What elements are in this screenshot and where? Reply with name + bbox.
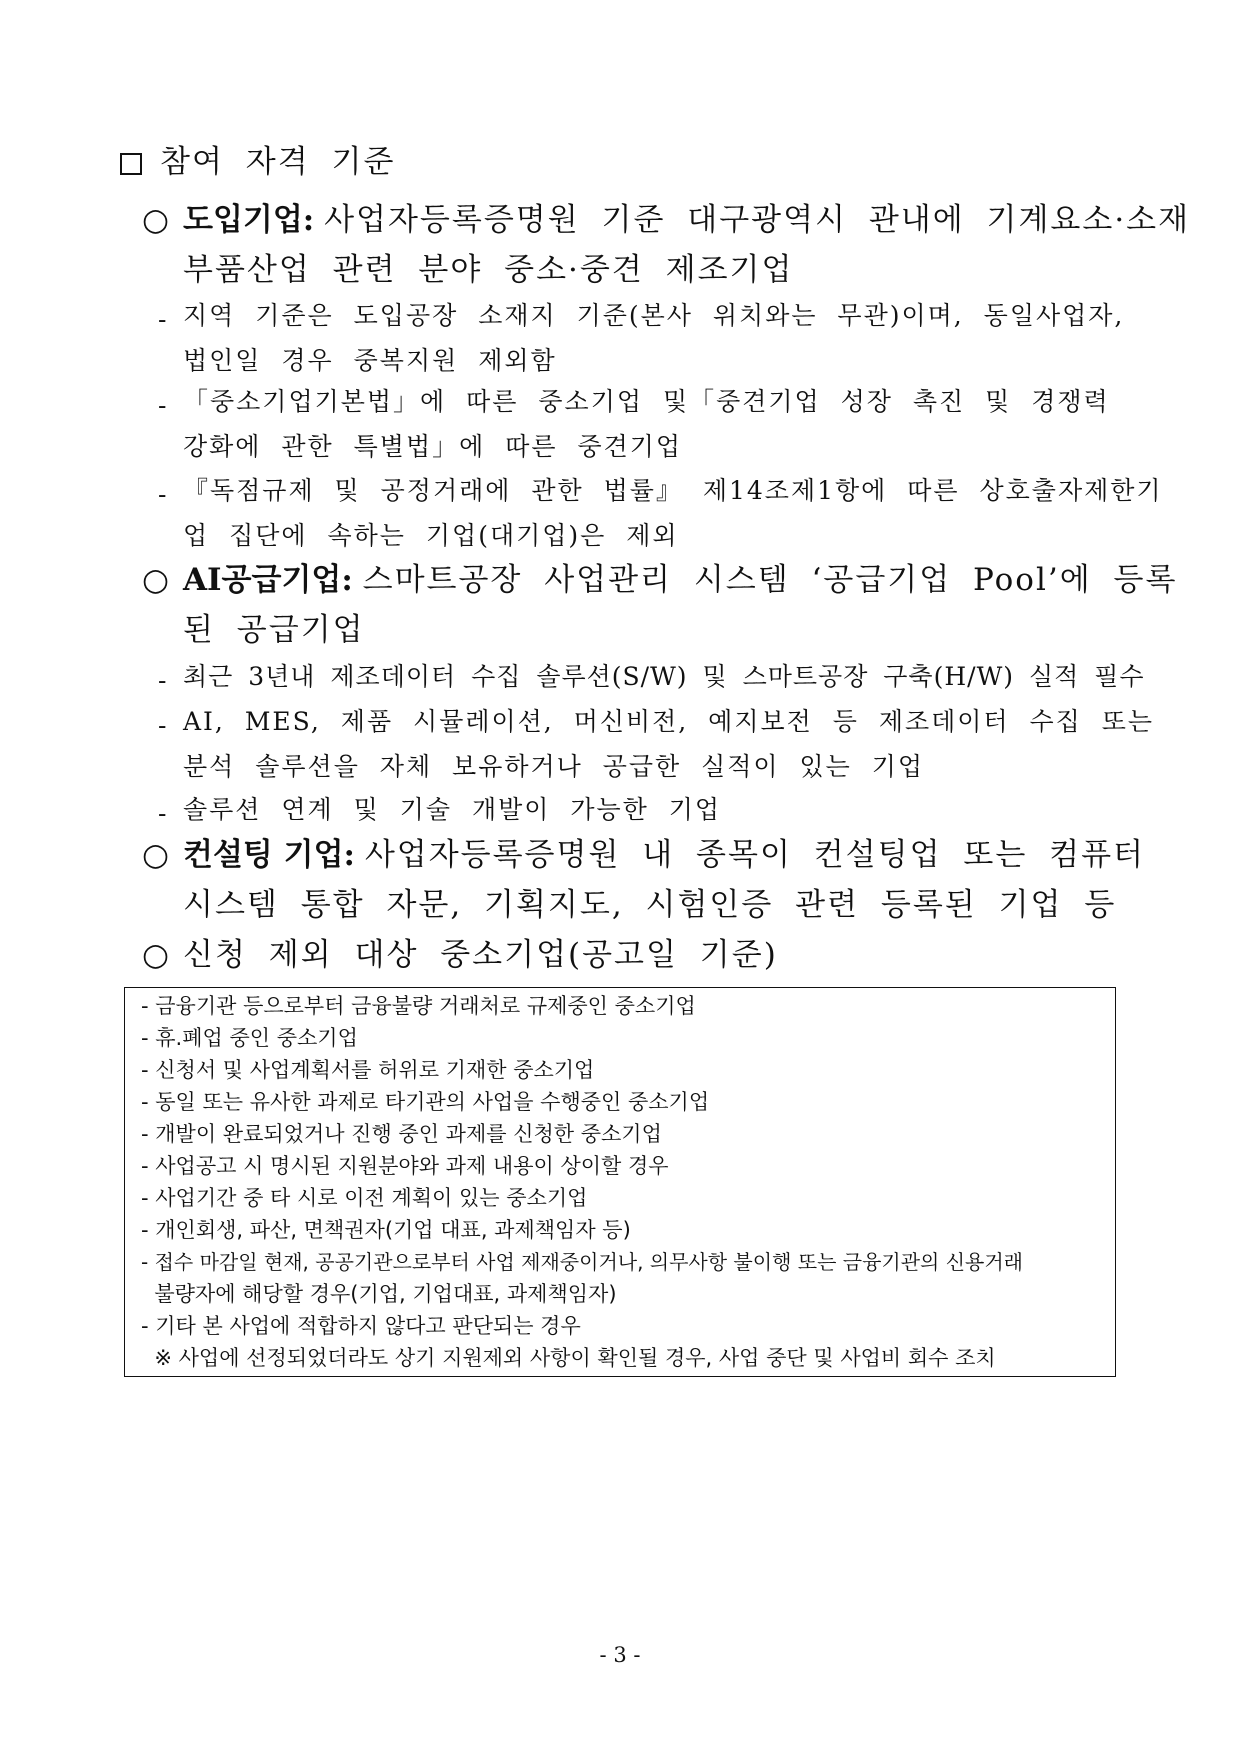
- exclusion-item: - 동일 또는 유사한 과제로 타기관의 사업을 수행중인 중소기업: [141, 1090, 710, 1114]
- sub-item-text: 지역 기준은 도입공장 소재지 기준(본사 위치와는 무관)이며, 동일사업자,: [183, 301, 1125, 330]
- bullet-circle-icon: ○: [142, 202, 170, 238]
- bullet-circle-icon: ○: [142, 937, 170, 973]
- sub-item-text: 솔루션 연계 및 기술 개발이 가능한 기업: [183, 795, 722, 824]
- sub-item-text-continued: 분석 솔루션을 자체 보유하거나 공급한 실적이 있는 기업: [183, 752, 925, 781]
- sub-bullet: -: [158, 799, 167, 828]
- bullet-circle-icon: ○: [142, 562, 170, 598]
- exclusion-item: - 사업공고 시 명시된 지원분야와 과제 내용이 상이할 경우: [141, 1154, 669, 1178]
- exclusion-item: - 개인회생, 파산, 면책권자(기업 대표, 과제책임자 등): [141, 1218, 631, 1242]
- page-number: - 3 -: [599, 1643, 641, 1667]
- exclusion-item-continued: 불량자에 해당할 경우(기업, 기업대표, 과제책임자): [141, 1282, 617, 1306]
- exclusion-item: - 사업기간 중 타 시로 이전 계획이 있는 중소기업: [141, 1186, 588, 1210]
- sub-bullet: -: [158, 391, 167, 420]
- sub-item-text: 「중소기업기본법」에 따른 중소기업 및「중견기업 성장 촉진 및 경쟁력: [183, 387, 1110, 416]
- section-title: 참여 자격 기준: [160, 144, 396, 180]
- sub-item-text-continued: 강화에 관한 특별법」에 따른 중견기업: [183, 432, 683, 461]
- item-text: 사업자등록증명원 내 종목이 컨설팅업 또는 컴퓨터: [364, 837, 1145, 873]
- sub-item-text: AI, MES, 제품 시뮬레이션, 머신비전, 예지보전 등 제조데이터 수집 또는: [183, 707, 1155, 736]
- checkbox-square-icon: [120, 153, 142, 175]
- sub-bullet: -: [158, 305, 167, 334]
- item-line: [183, 202, 1191, 238]
- item-text: 사업자등록증명원 기준 대구광역시 관내에 기계요소·소재: [324, 202, 1191, 238]
- item-line: [183, 837, 1145, 873]
- item-text-continued: 시스템 통합 자문, 기획지도, 시험인증 관련 등록된 기업 등: [183, 887, 1117, 923]
- item-text-continued: 된 공급기업: [183, 612, 365, 648]
- sub-bullet: -: [158, 480, 167, 509]
- sub-item-text: 최근 3년내 제조데이터 수집 솔루션(S/W) 및 스마트공장 구축(H/W) 실적 필수: [183, 662, 1145, 691]
- exclusion-item: - 신청서 및 사업계획서를 허위로 기재한 중소기업: [141, 1058, 595, 1082]
- sub-item-text-continued: 업 집단에 속하는 기업(대기업)은 제외: [183, 521, 679, 550]
- exclusion-item: - 휴.폐업 중인 중소기업: [141, 1026, 358, 1050]
- sub-bullet: -: [158, 711, 167, 740]
- bullet-circle-icon: ○: [142, 837, 170, 873]
- exclusion-item: - 금융기관 등으로부터 금융불량 거래처로 규제중인 중소기업: [141, 994, 696, 1018]
- exclusion-note: ※ 사업에 선정되었더라도 상기 지원제외 사항이 확인될 경우, 사업 중단 및 사업비 회수 조치: [141, 1346, 996, 1370]
- sub-item-text: 『독점규제 및 공정거래에 관한 법률』 제14조제1항에 따른 상호출자제한기: [183, 476, 1163, 505]
- item-text: 신청 제외 대상 중소기업(공고일 기준): [183, 937, 778, 973]
- exclusion-item: - 개발이 완료되었거나 진행 중인 과제를 신청한 중소기업: [141, 1122, 662, 1146]
- sub-bullet: -: [158, 666, 167, 695]
- sub-item-text-continued: 법인일 경우 중복지원 제외함: [183, 346, 557, 375]
- item-text: 스마트공장 사업관리 시스템 ‘공급기업 Pool’에 등록: [362, 562, 1178, 598]
- item-text-continued: 부품산업 관련 분야 중소·중견 제조기업: [183, 252, 794, 288]
- exclusion-item: - 기타 본 사업에 적합하지 않다고 판단되는 경우: [141, 1314, 581, 1338]
- item-label: 컨설팅 기업:: [183, 837, 355, 873]
- item-line: [183, 562, 1178, 598]
- exclusion-item: - 접수 마감일 현재, 공공기관으로부터 사업 제재중이거나, 의무사항 불이행 또는 금융기관의 신용거래: [141, 1250, 1023, 1274]
- item-label: 도입기업:: [183, 202, 315, 238]
- item-label: AI공급기업:: [183, 562, 353, 598]
